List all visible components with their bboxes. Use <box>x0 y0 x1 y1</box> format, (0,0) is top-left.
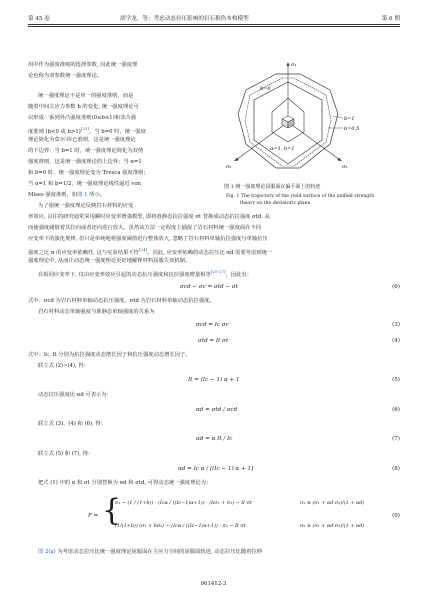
label-b05: b=0.5 <box>344 126 360 132</box>
left-brace-icon: { <box>102 493 122 528</box>
equation-2: σcd − σc = σtd − σt <box>180 284 238 290</box>
header-rule-thin <box>28 26 400 27</box>
text-line: 随着中间主应力参数 b 的变化, 统一强度理论可 <box>28 104 139 110</box>
equation-number: (7) <box>392 436 400 442</box>
equation-5: It = (Ic − 1) α + 1 <box>188 377 240 383</box>
text-line: 的下边界；当 b=1 时，统一强度理论简化为双剪 <box>28 148 144 154</box>
label-alpha: α=1, b=1 <box>270 146 295 152</box>
equation-number: (6) <box>392 407 400 413</box>
text-line: 强度理论中, 从而让动态统一强度理论更好地解释材料屈服失效机制。 <box>28 258 191 264</box>
text-line: 为了使统一强度理论反映岩石材料的应变 <box>38 203 134 209</box>
citation-link[interactable]: [22] <box>80 126 89 131</box>
text-line: 把式 (1) 中的 α 和 σt 分别替换为 αd 和 σtd, 可得动态统一强度理论为： <box>38 480 212 486</box>
leader-line <box>333 116 343 118</box>
text-line: 论也称为双参数统一强度理论。 <box>28 73 103 79</box>
text-line: 联立式 (3)、(4) 和 (6), 得： <box>38 421 107 427</box>
sigma2-arrow-icon <box>234 158 239 162</box>
citation-link[interactable]: [25-27] <box>210 269 226 274</box>
sigma3-arrow-icon <box>338 158 343 162</box>
text-line: 应变率下的演化规律, 但只是单纯地将强度阈值进行整体放大, 忽略了岩石材料单轴抗拉强度与单轴抗压 <box>28 236 268 242</box>
figure-caption-cn: 图 1 统一强度理论屈服面在偏平面上的轨迹 <box>224 184 321 190</box>
equation-number: (4) <box>392 338 400 344</box>
text-line: 以形成一系列外凸强度准则(0≤b≤1)和非凸强 <box>28 115 136 121</box>
sigma3-axis <box>288 122 340 160</box>
text-span: 在相同应变率下, 仅由应变率效应引起的动态抗压强度和抗拉强度增量相等 <box>38 271 211 278</box>
text-line: 岩石材料动态单轴强度与准静态单轴强度的关系为 <box>38 309 155 315</box>
label-b0: b=0 <box>260 86 271 92</box>
text-span: 度准则 (b<0 或 b>1) <box>28 128 81 135</box>
text-span: 为考虑动态拉压比统一强度理论屈服面在主应力空间的屈服面轨迹, 动态拉压比随着拉伸 <box>55 549 262 555</box>
text-line: 和 b=0 时，统一强度理论变为 Tresca 强度准则； <box>28 170 149 176</box>
text-span: 强度之比 α 的应变率依赖性, 这与实验结果不符 <box>28 249 139 256</box>
text-line <box>38 267 252 280</box>
text-line <box>38 547 262 558</box>
equation-9-case-1: σ₁ − (1 / (1+b)) · (Icα / ((Ic−1)α+1)) · (bσ₂ + σ₃) − It σt <box>115 500 252 506</box>
text-line: 式中：Ic, It 分别为抗拉强度动态增长因子和抗压强度动态增长因子。 <box>28 352 191 358</box>
text-line: 而使强度阈值着其拉向或者还向进行放大。虽然该方法一定程度上捕捉了岩石材料统一强度面在不同 <box>28 225 262 231</box>
equation-3: σcd = Ic σc <box>196 322 229 328</box>
text-line: 统一强度理论不是单一的强度准则，而是 <box>38 93 134 99</box>
sigma2-axis <box>236 122 288 160</box>
equation-number: (3) <box>392 322 400 328</box>
equation-number: (5) <box>392 377 400 383</box>
text-line: 联立式 (2)~(4), 得： <box>38 363 89 369</box>
text-span: 所示。 <box>87 192 106 198</box>
equation-number: (6) <box>392 284 400 290</box>
axis-label-sigma3: σ₃ <box>342 164 348 170</box>
issue-label: 第 6 期 <box>381 16 400 22</box>
label-b1: b=1 <box>344 116 355 122</box>
text-line <box>28 190 105 201</box>
equation-9-lhs: F = <box>88 513 99 519</box>
yield-surface-diagram <box>218 50 400 188</box>
citation-link[interactable]: [24] <box>138 247 148 252</box>
figure-caption-en: Fig. 1 The trajectory of the yield surface of the unified strength <box>226 194 375 199</box>
equation-9-cond-2: σ₂ ≥ (σ₁ + αd σ₃)/(1 + αd) <box>300 523 365 529</box>
equation-number: (8) <box>392 466 400 472</box>
running-title: 胡学龙，等：考虑动态拉压影响的岩石损伤本构模型 <box>120 16 249 22</box>
text-span: 。因此, 应变率依赖的动态拉压比 αd 需要考虑到统一 <box>147 249 273 256</box>
sigma1-arrow-icon <box>287 62 290 66</box>
equation-7: αd = α It / Ic <box>196 436 233 442</box>
equation-4: σtd = It σt <box>198 338 229 344</box>
text-line: 理论简化为莫尔-库仑准则，这是统一强度理论 <box>28 137 136 143</box>
text-line: 率效应, 以往的研究通常采用瞬时应变率增强模型, 即将准静态抗拉强度 σt 替换成动态抗拉强度 σtd, 从 <box>28 214 270 220</box>
text-line: 强度准则，这是统一强度理论的上边界；当 α=1 <box>28 159 142 165</box>
text-line: 动态拉压强度比 αd 可表示为： <box>38 392 112 398</box>
text-span: 。当 b=0 时，统一强度 <box>89 128 146 135</box>
text-line: 式中：σcd 为岩石材料单轴动态抗压强度，σtd 为岩石材料单轴动态抗拉强度。 <box>28 298 215 304</box>
figure-1 <box>218 50 400 188</box>
equation-number: (9) <box>392 513 400 519</box>
page-number: 061412-3 <box>200 581 227 587</box>
text-span: ，因此有： <box>225 271 253 278</box>
equation-9-cond-1: σ₂ ≤ (σ₁ + αd σ₃)/(1 + αd) <box>300 500 365 506</box>
text-line: 用中作为强度准则的选择参数, 因此统一强度理 <box>28 62 138 68</box>
figure-caption-en-2: theory on the deviatoric plane <box>240 201 311 206</box>
figure-link[interactable]: 图 1 <box>77 192 88 198</box>
text-line: 当 α=1 和 b=1/2，统一强度理论线性逼近 von <box>28 181 141 187</box>
equation-9-case-2: (1/(1+b)) (σ₁ + bσ₂) − (Icα / ((Ic−1)α+1)) · σ₃ − It σt <box>115 523 246 529</box>
axis-label-sigma1: σ₁ <box>291 62 297 68</box>
equation-6: αd = σtd / σcd <box>196 407 238 413</box>
volume-label: 第 45 卷 <box>28 16 50 22</box>
text-line: 联立式 (5) 和 (7), 得： <box>38 451 94 457</box>
equation-8: αd = Ic α / [(Ic − 1) α + 1] <box>178 466 254 472</box>
cube-icon <box>282 116 294 128</box>
text-span: Mises 强度准则，如 <box>28 192 78 198</box>
axis-label-sigma2: σ₂ <box>226 164 232 170</box>
figure-link[interactable]: 图 2(a) <box>38 549 56 555</box>
header-rule <box>28 24 400 25</box>
